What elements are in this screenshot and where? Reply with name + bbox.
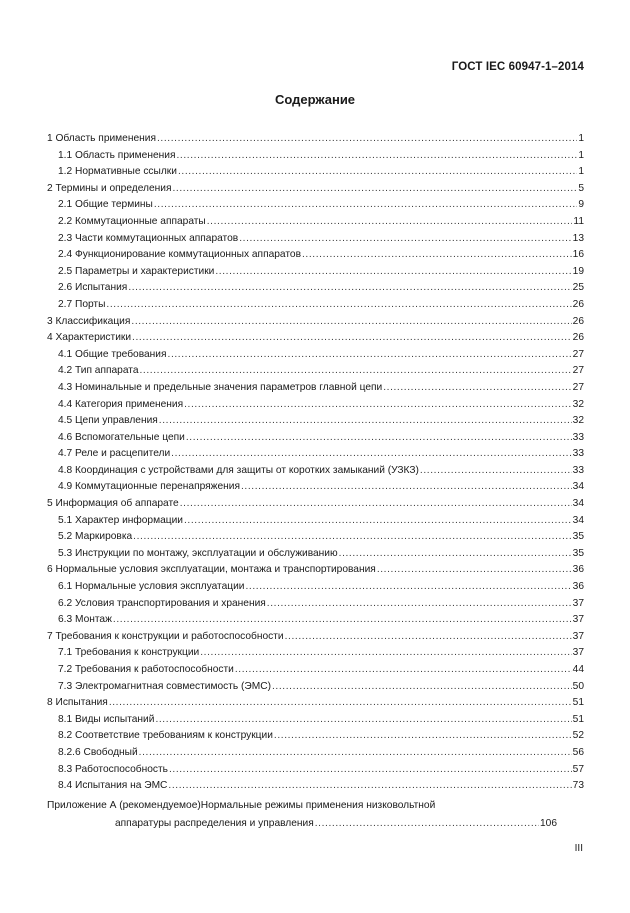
toc-entry-title: 8.2 Соответствие требованиям к конструкции [58,730,273,742]
toc-entry[interactable] [47,247,584,264]
toc-entry[interactable] [47,762,584,779]
dot-leader [128,280,571,297]
dot-leader [420,463,572,480]
toc-entry-page: 37 [572,614,584,626]
dot-leader [168,347,572,364]
dot-leader [302,247,572,264]
toc-entry-page: 1 [578,149,584,161]
toc-entry-title: 2.6 Испытания [58,282,128,294]
toc-entry[interactable] [47,314,584,331]
dot-leader [272,679,572,696]
toc-entry[interactable] [47,197,584,214]
toc-entry-title: 1.1 Область применения [58,149,176,161]
toc-entry[interactable] [47,214,584,231]
toc-entry-title: 2.4 Функционирование коммутационных аппаратов [58,249,301,261]
toc-entry-page: 34 [572,481,584,493]
toc-entry[interactable] [47,164,584,181]
dot-leader [215,264,571,281]
appendix-title-line-2 [47,815,557,833]
toc-entry-page: 27 [572,348,584,360]
toc-entry-title: 1 Область применения [47,133,156,144]
dot-leader [200,645,571,662]
toc-entry-page: 34 [572,514,584,526]
toc-entry-title: 7.2 Требования к работоспособности [58,664,234,675]
toc-entry-title: 2.5 Параметры и характеристики [58,265,215,277]
page-title: Содержание [274,92,356,107]
toc-entry-title: 2.2 Коммутационные аппараты [58,215,206,227]
toc-entry-title: 4.3 Номинальные и предельные значения параметров главной цепи [58,381,383,393]
toc-entry-title: 4.1 Общие требования [58,348,167,360]
toc-entry-page: 1 [578,166,584,178]
dot-leader [140,363,572,380]
dot-leader [169,762,572,779]
toc-entry-title: 7.1 Требования к конструкции [58,647,200,659]
toc-entry-page: 9 [578,199,584,211]
toc-entry[interactable] [47,264,584,281]
toc-entry-title: 5 Информация об аппарате [47,498,179,510]
toc-entry-title: 2.7 Порты [58,298,106,310]
dot-leader [139,745,572,762]
toc-entry[interactable] [47,612,584,629]
toc-entry-page: 32 [572,398,584,410]
toc-entry[interactable] [47,745,584,762]
toc-entry-title: 7 Требования к конструкции и работоспособности [47,630,284,642]
toc-entry-page: 35 [572,547,584,559]
toc-entry-page: 51 [572,713,584,725]
dot-leader [155,712,571,729]
toc-entry[interactable] [47,347,584,364]
toc-entry-page: 16 [572,249,584,261]
toc-entry[interactable] [47,181,584,198]
toc-entry[interactable] [47,529,584,546]
toc-entry-page: 26 [572,315,584,327]
dot-leader [239,231,571,248]
toc-entry-title: 5.2 Маркировка [58,531,133,543]
toc-entry-page: 32 [572,415,584,427]
dot-leader [383,380,571,397]
dot-leader [315,815,539,833]
dot-leader [171,446,571,463]
toc-entry-page: 37 [572,630,584,642]
dot-leader [157,131,577,148]
dot-leader [186,430,572,447]
toc-entry[interactable] [47,546,584,563]
dot-leader [159,413,572,430]
toc-entry-page: 73 [572,780,584,792]
toc-entry-title: 4.5 Цепи управления [58,415,158,427]
dot-leader [109,695,572,712]
page-number: III [574,843,583,854]
toc-entry-title: 5.3 Инструкции по монтажу, эксплуатации и обслуживанию [58,547,338,559]
toc-entry[interactable] [47,430,584,447]
toc-entry-title: 6.1 Нормальные условия эксплуатации [58,581,245,593]
toc-entry-title: 8.1 Виды испытаний [58,713,155,725]
standard-designation: ГОСТ IEC 60947-1–2014 [451,61,584,73]
toc-entry[interactable] [47,330,584,347]
toc-entry-title: 4.2 Тип аппарата [58,365,139,377]
toc-entry[interactable] [47,679,584,696]
toc-entry-title: 2.3 Части коммутационных аппаратов [58,232,239,244]
toc-entry[interactable] [47,579,584,596]
toc-entry-page: 33 [572,431,584,443]
dot-leader [377,562,572,579]
dot-leader [113,612,572,629]
toc-entry[interactable] [47,446,584,463]
toc-entry-page: 35 [572,531,584,543]
table-of-contents [47,131,584,795]
toc-entry-title: 8.4 Испытания на ЭМС [58,780,168,792]
toc-entry-title: 5.1 Характер информации [58,514,183,526]
toc-entry-title: 4.9 Коммутационные перенапряжения [58,481,240,493]
toc-entry-page: 56 [572,746,584,758]
toc-entry-title: 6.2 Условия транспортирования и хранения [58,597,266,609]
dot-leader [267,596,572,613]
toc-entry[interactable] [47,513,584,530]
dot-leader [245,579,571,596]
toc-entry[interactable] [47,479,584,496]
dot-leader [168,778,571,795]
toc-entry-page: 51 [572,697,584,709]
toc-entry[interactable] [47,728,584,745]
toc-entry-title: 4 Характеристики [47,332,132,344]
dot-leader [339,546,572,563]
toc-entry-page: 57 [572,763,584,775]
toc-entry-title: 8.3 Работоспособность [58,763,168,775]
dot-leader [235,662,572,679]
toc-entry-page: 50 [572,680,584,692]
toc-entry-title: 2 Термины и определения [47,182,172,194]
appendix-title-line-1: Приложение А (рекомендуемое)Нормальные режимы применения низковольтной [47,800,436,811]
toc-entry[interactable] [47,645,584,662]
toc-entry[interactable] [47,363,584,380]
toc-entry-page: 37 [572,647,584,659]
dot-leader [154,197,577,214]
dot-leader [241,479,572,496]
toc-entry-page: 27 [572,381,584,393]
dot-leader [132,330,572,347]
dot-leader [172,181,577,198]
toc-entry-page: 25 [572,282,584,294]
dot-leader [285,629,572,646]
toc-entry-title: 4.6 Вспомогательные цепи [58,431,185,443]
toc-entry-title: 8 Испытания [47,697,108,709]
toc-entry-title: 4.8 Координация с устройствами для защиты от коротких замыканий (УЗКЗ) [58,464,419,476]
toc-entry-title: 8.2.6 Свободный [58,746,138,758]
toc-entry[interactable] [47,695,584,712]
toc-entry-title: 6.3 Монтаж [58,614,112,626]
toc-entry-title: 4.7 Реле и расцепители [58,448,171,460]
toc-entry[interactable] [47,496,584,513]
toc-entry-page: 1 [578,133,584,144]
dot-leader [176,148,577,165]
toc-entry-page: 11 [573,215,584,227]
toc-entry-title: 7.3 Электромагнитная совместимость (ЭМС) [58,680,271,692]
toc-entry[interactable] [47,596,584,613]
toc-entry-page: 27 [572,365,584,377]
toc-entry-page: 44 [572,664,584,675]
toc-entry-page: 36 [572,564,584,576]
toc-entry-title: 3 Классификация [47,315,131,327]
toc-entry[interactable] [47,712,584,729]
toc-appendix-entry[interactable] [47,797,557,833]
toc-entry[interactable] [47,562,584,579]
toc-entry[interactable] [47,231,584,248]
dot-leader [274,728,572,745]
toc-entry-title: 6 Нормальные условия эксплуатации, монтажа и транспортирования [47,564,376,576]
toc-entry-page: 52 [572,730,584,742]
toc-entry[interactable] [47,463,584,480]
dot-leader [106,297,571,314]
toc-entry[interactable] [47,148,584,165]
dot-leader [180,496,572,513]
toc-entry-page: 37 [572,597,584,609]
toc-entry-page: 5 [578,182,584,194]
toc-entry-page: 33 [572,464,584,476]
toc-entry-title: 1.2 Нормативные ссылки [58,166,177,178]
dot-leader [184,397,572,414]
toc-entry-page: 13 [572,232,584,244]
toc-entry-title: 4.4 Категория применения [58,398,184,410]
toc-entry-page: 36 [572,581,584,593]
toc-entry[interactable] [47,131,584,148]
dot-leader [178,164,577,181]
toc-entry[interactable] [47,297,584,314]
dot-leader [207,214,573,231]
toc-entry-page: 34 [572,498,584,510]
toc-entry[interactable] [47,397,584,414]
toc-entry-page: 26 [572,298,584,310]
toc-entry[interactable] [47,778,584,795]
toc-entry[interactable] [47,662,584,679]
toc-entry[interactable] [47,413,584,430]
toc-entry-page: 26 [572,332,584,344]
dot-leader [131,314,571,331]
toc-entry[interactable] [47,280,584,297]
toc-entry[interactable] [47,629,584,646]
toc-entry[interactable] [47,380,584,397]
toc-entry-page: 19 [572,265,584,277]
appendix-title-text: аппаратуры распределения и управления [115,818,314,829]
dot-leader [184,513,572,530]
appendix-page-number: 106 [540,818,557,829]
toc-entry-page: 33 [572,448,584,460]
toc-entry-title: 2.1 Общие термины [58,199,153,211]
dot-leader [133,529,571,546]
